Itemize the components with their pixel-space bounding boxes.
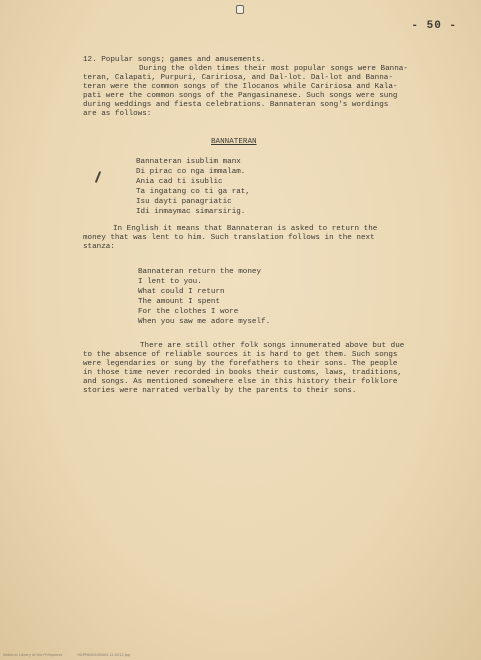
paragraph-line: to the absence of reliable sources it is hard to get them. Such songs: [83, 351, 398, 359]
paragraph-line: teran, Calapati, Purpuri, Caririosa, and Dal-lot. Dal-lot and Banna-: [83, 74, 393, 82]
translation-line: When you saw me adore myself.: [138, 318, 271, 326]
paragraph-line: in those time never recorded in books their customs, laws, traditions,: [83, 369, 402, 377]
archive-code: HDPPANGASINAN-12-0012.jpg: [77, 653, 131, 657]
paragraph-line: are as follows:: [83, 110, 152, 118]
paragraph-line: stories were narrated verbally by the parents to their sons.: [83, 387, 357, 395]
paragraph-line: In English it means that Bannateran is asked to return the: [113, 225, 378, 233]
paragraph-2: [83, 225, 463, 255]
paragraph-line: teran were the common songs of the Ilocanos while Caririosa and Kala-: [83, 83, 398, 91]
paragraph-line: and songs. As mentioned somewhere else in this history their folklore: [83, 378, 398, 386]
paragraph-3: [83, 342, 473, 402]
paragraph-line: During the olden times their most popular songs were Banna-: [139, 65, 408, 73]
paragraph-line: pati were the common songs of the Pangasinanese. Such songs were sung: [83, 92, 398, 100]
translation-line: What could I return: [138, 288, 225, 296]
section-heading-text: 12. Popular songs; games and amusements.: [83, 56, 266, 64]
song-line: Ta ingatang co ti ga rat,: [136, 188, 250, 196]
paragraph-line: stanza:: [83, 243, 115, 251]
section-heading: [83, 56, 265, 65]
page-number: - 50 -: [411, 20, 457, 32]
song-stanza: [136, 158, 336, 218]
song-line: Di pirac co nga immalam.: [136, 168, 246, 176]
song-line: Bannateran isublim manx: [136, 158, 241, 166]
song-line: Ania cad ti isublic: [136, 178, 223, 186]
translation-line: I lent to you.: [138, 278, 202, 286]
archive-footer: [3, 653, 130, 657]
translation-line: Bannateran return the money: [138, 268, 262, 276]
translation-stanza: [138, 268, 338, 328]
archive-name: National Library of the Philippines: [3, 653, 63, 657]
song-line: Isu dayti panagriatic: [136, 198, 232, 206]
song-title: BANNATERAN: [211, 138, 257, 146]
translation-line: The amount I spent: [138, 298, 221, 306]
paragraph-line: There are still other folk songs innumerated above but due: [140, 342, 405, 350]
paragraph-line: money that was lent to him. Such translation follows in the next: [83, 234, 375, 242]
paragraph-1: [83, 65, 463, 125]
paragraph-line: during weddings and fiesta celebrations. Bannateran song's wordings: [83, 101, 389, 109]
song-line: Idi inmaymac simarsirig.: [136, 208, 246, 216]
translation-line: For the clothes I wore: [138, 308, 239, 316]
pencil-mark: [95, 171, 101, 183]
paragraph-line: were legendaries or sung by the forefathers to their sons. The people: [83, 360, 398, 368]
staple-mark: [236, 5, 244, 14]
